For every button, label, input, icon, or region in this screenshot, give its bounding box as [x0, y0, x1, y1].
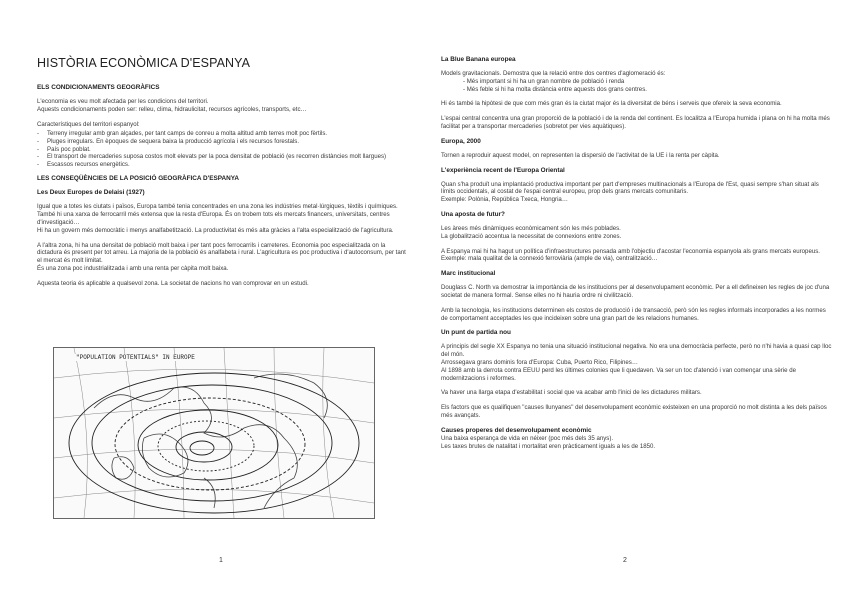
text-line: A principis del segle XX Espanya no tenia una situació institucional negativa. No era una democràcia perfecte, però no n'hi havia a quasi cap lloc del món. [441, 343, 832, 359]
page-1-content [37, 56, 409, 295]
paragraph: Aquesta teoria és aplicable a qualsevol zona. La societat de nacions ho van comprovar en un estudi. [37, 279, 309, 287]
subheading-deux-europes: Les Deux Europes de Delaisi (1927) [37, 189, 145, 197]
paragraph: L'espai central concentra una gran proporció de la població i de la renda del continent. Es localitza a l'Europa humida i plana on hi ha molta més facilitat per a transportar mercaderies (sobretot per vies aquàtiques). [441, 115, 830, 130]
text-line: Una baixa esperança de vida en néixer (poc més dels 35 anys). [441, 434, 614, 442]
paragraph [37, 98, 409, 114]
page-number: 2 [623, 557, 627, 564]
paragraph [441, 181, 833, 204]
paragraph: Models gravitacionals. Demostra que la relació entre dos centres d'aglomeració és: [441, 70, 666, 77]
text-line: És una zona poc industrialitzada i amb una renta per càpita molt baixa. [37, 264, 229, 272]
text-line: Exemple: Polònia, República Txeca, Hongria… [441, 196, 568, 204]
page-2-content [441, 56, 833, 457]
heading-proximate-causes: Causes properes del desenvolupament econòmic [441, 426, 592, 434]
list-item: - Més feble si hi ha molta distància entre aquests dos grans centres. [463, 86, 833, 94]
text-line: A Espanya mai hi ha hagut un política d'infraestructures pensada amb l'objectiu d'acostar l'economia espanyola als grans mercats europeus. [441, 247, 820, 255]
paragraph [441, 435, 833, 451]
text-line: Les taxes brutes de natalitat i mortalitat eren pràcticament iguals a les de 1850. [441, 442, 656, 450]
text-line: Arrossegava grans dominis fora d'Europa: Cuba, Puerto Rico, Filipines… [441, 358, 638, 366]
paragraph: Va haver una llarga etapa d'estabilitat i social que va acabar amb l'inici de les dictadures militars. [441, 389, 702, 397]
heading-eastern-europe: L'experiència recent de l'Europa Oriental [441, 166, 565, 174]
heading-europa-2000: Europa, 2000 [441, 137, 481, 145]
population-potentials-map [53, 347, 375, 519]
text-line: Igual que a totes les ciutats i països, Europa també tenia concentrades en una zona les indústries metal·lúrgiques, tèxtils i químiques. També hi una xarxa de ferrocarril més extensa que la resta d'Europa. És on trobem tots els mercats financers, universitats, centres d'investigació… [37, 203, 398, 226]
paragraph: Hi és també la hipòtesi de que com més gran és la ciutat major és la diversitat de béns i serveis que ofereix la seva economia. [441, 100, 782, 108]
list-item: - Pluges irregulars. En èpoques de sequera baixa la producció agrícola i els recursos forestals. [37, 138, 409, 146]
text-line: Aquests condicionaments poden ser: relleu, clima, hidraulicitat, recursos agrícoles, transports, etc… [37, 105, 307, 113]
heading-future-bet: Una aposta de futur? [441, 210, 505, 218]
text-line: Exemple: mala qualitat de la connexió ferroviària (ample de via), centralització… [441, 255, 658, 263]
list-item: - Més important si hi ha un gran nombre de població i renda [463, 78, 833, 86]
page-number: 1 [219, 557, 223, 564]
list-item: - Escassos recursos energètics. [37, 161, 409, 169]
coastline [94, 374, 327, 508]
text-line: A l'altra zona, hi ha una densitat de població molt baixa i per tant pocs ferrocarrils i carreteres. Economia poc especialitzada on la dictadura és present per tot arreu. La majoria de la població és analfabeta i rural. L'agricultura es poc productiva i d'autoconsum, per tant el mercat és molt limitat. [37, 241, 406, 265]
heading-blue-banana: La Blue Banana europea [441, 56, 516, 63]
map-graphic [54, 348, 374, 518]
list-item: - El transport de mercaderies suposa costos molt elevats per la poca densitat de població (es recorren distàncies molt llargues) [37, 153, 409, 161]
paragraph: Douglass C. North va demostrar la importància de les institucions per al desenvolupament econòmic. Per a ell defineixen les regles de joc d'una societat de manera formal. Sense elles no hi hauria ordre ni civilització. [441, 284, 830, 299]
text-line: L'economia es veu molt afectada per les condicions del territori. [37, 98, 209, 105]
section-heading-consequences: LES CONSEQÜÈNCIES DE LA POSICIÓ GEOGRÀFICA D'ESPANYA [37, 175, 240, 183]
paragraph: Característiques del territori espanyol: [37, 120, 140, 128]
map-label: "POPULATION POTENTIALS" IN EUROPE [76, 354, 195, 361]
indented-list [441, 78, 833, 94]
paragraph [441, 343, 833, 382]
text-line: Quan s'ha produït una implantació productiva important per part d'empreses multinacionals a l'Europa de l'Est, quasi sempre s'han situat als límits occidentals, al costat de l'espai central europeu, prop dels grans mercats comunitaris. [441, 180, 819, 196]
text-line: La globalització accentua la necessitat de connexions entre zones. [441, 232, 622, 240]
paragraph: Tornen a reproduir aquest model, on representen la dispersió de l'activitat de la UE i la renta per càpita. [441, 151, 720, 159]
paragraph: Els factors que es qualifiquen "causes llunyanes" del desenvolupament econòmic existeixen en una proporció no molt distinta a les dels països més avançats. [441, 404, 827, 419]
text-line: Les àrees més dinàmiques econòmicament són les més poblades. [441, 224, 621, 232]
paragraph: Amb la tecnologia, les institucions determinen els costos de producció i de transacció, però són les regles informals incorporades a les normes de comportament acceptades les que incideixen sobre una gran part de les relacions humanes. [441, 306, 826, 322]
list-item: - País poc poblat. [37, 146, 409, 154]
page-2 [424, 0, 848, 599]
bullet-list [37, 130, 409, 168]
paragraph [441, 225, 833, 241]
list-item: - Terreny irregular amb gran alçades, per tant camps de conreu a molta altitud amb terres molt poc fèrtils. [37, 130, 409, 138]
text-line: Hi ha un govern més democràtic i menys analfabetització. La productivitat és més alta gràcies a l'alta especialització de l'agricultura. [37, 226, 394, 234]
paragraph [37, 203, 409, 234]
paragraph [37, 242, 409, 273]
document-title: HISTÒRIA ECONÒMICA D'ESPANYA [37, 56, 251, 70]
heading-new-starting-point: Un punt de partida nou [441, 329, 511, 337]
section-heading-geographic-conditions: ELS CONDICIONAMENTS GEOGRÀFICS [37, 84, 160, 91]
text-line: Al 1898 amb la derrota contra EEUU perd les últimes colonies que li quedaven. Va ser un toc d'atenció i van començar una sèrie de modernitzacions i reformes. [441, 366, 797, 382]
paragraph [441, 248, 833, 264]
heading-institutional-framework: Marc institucional [441, 270, 496, 278]
